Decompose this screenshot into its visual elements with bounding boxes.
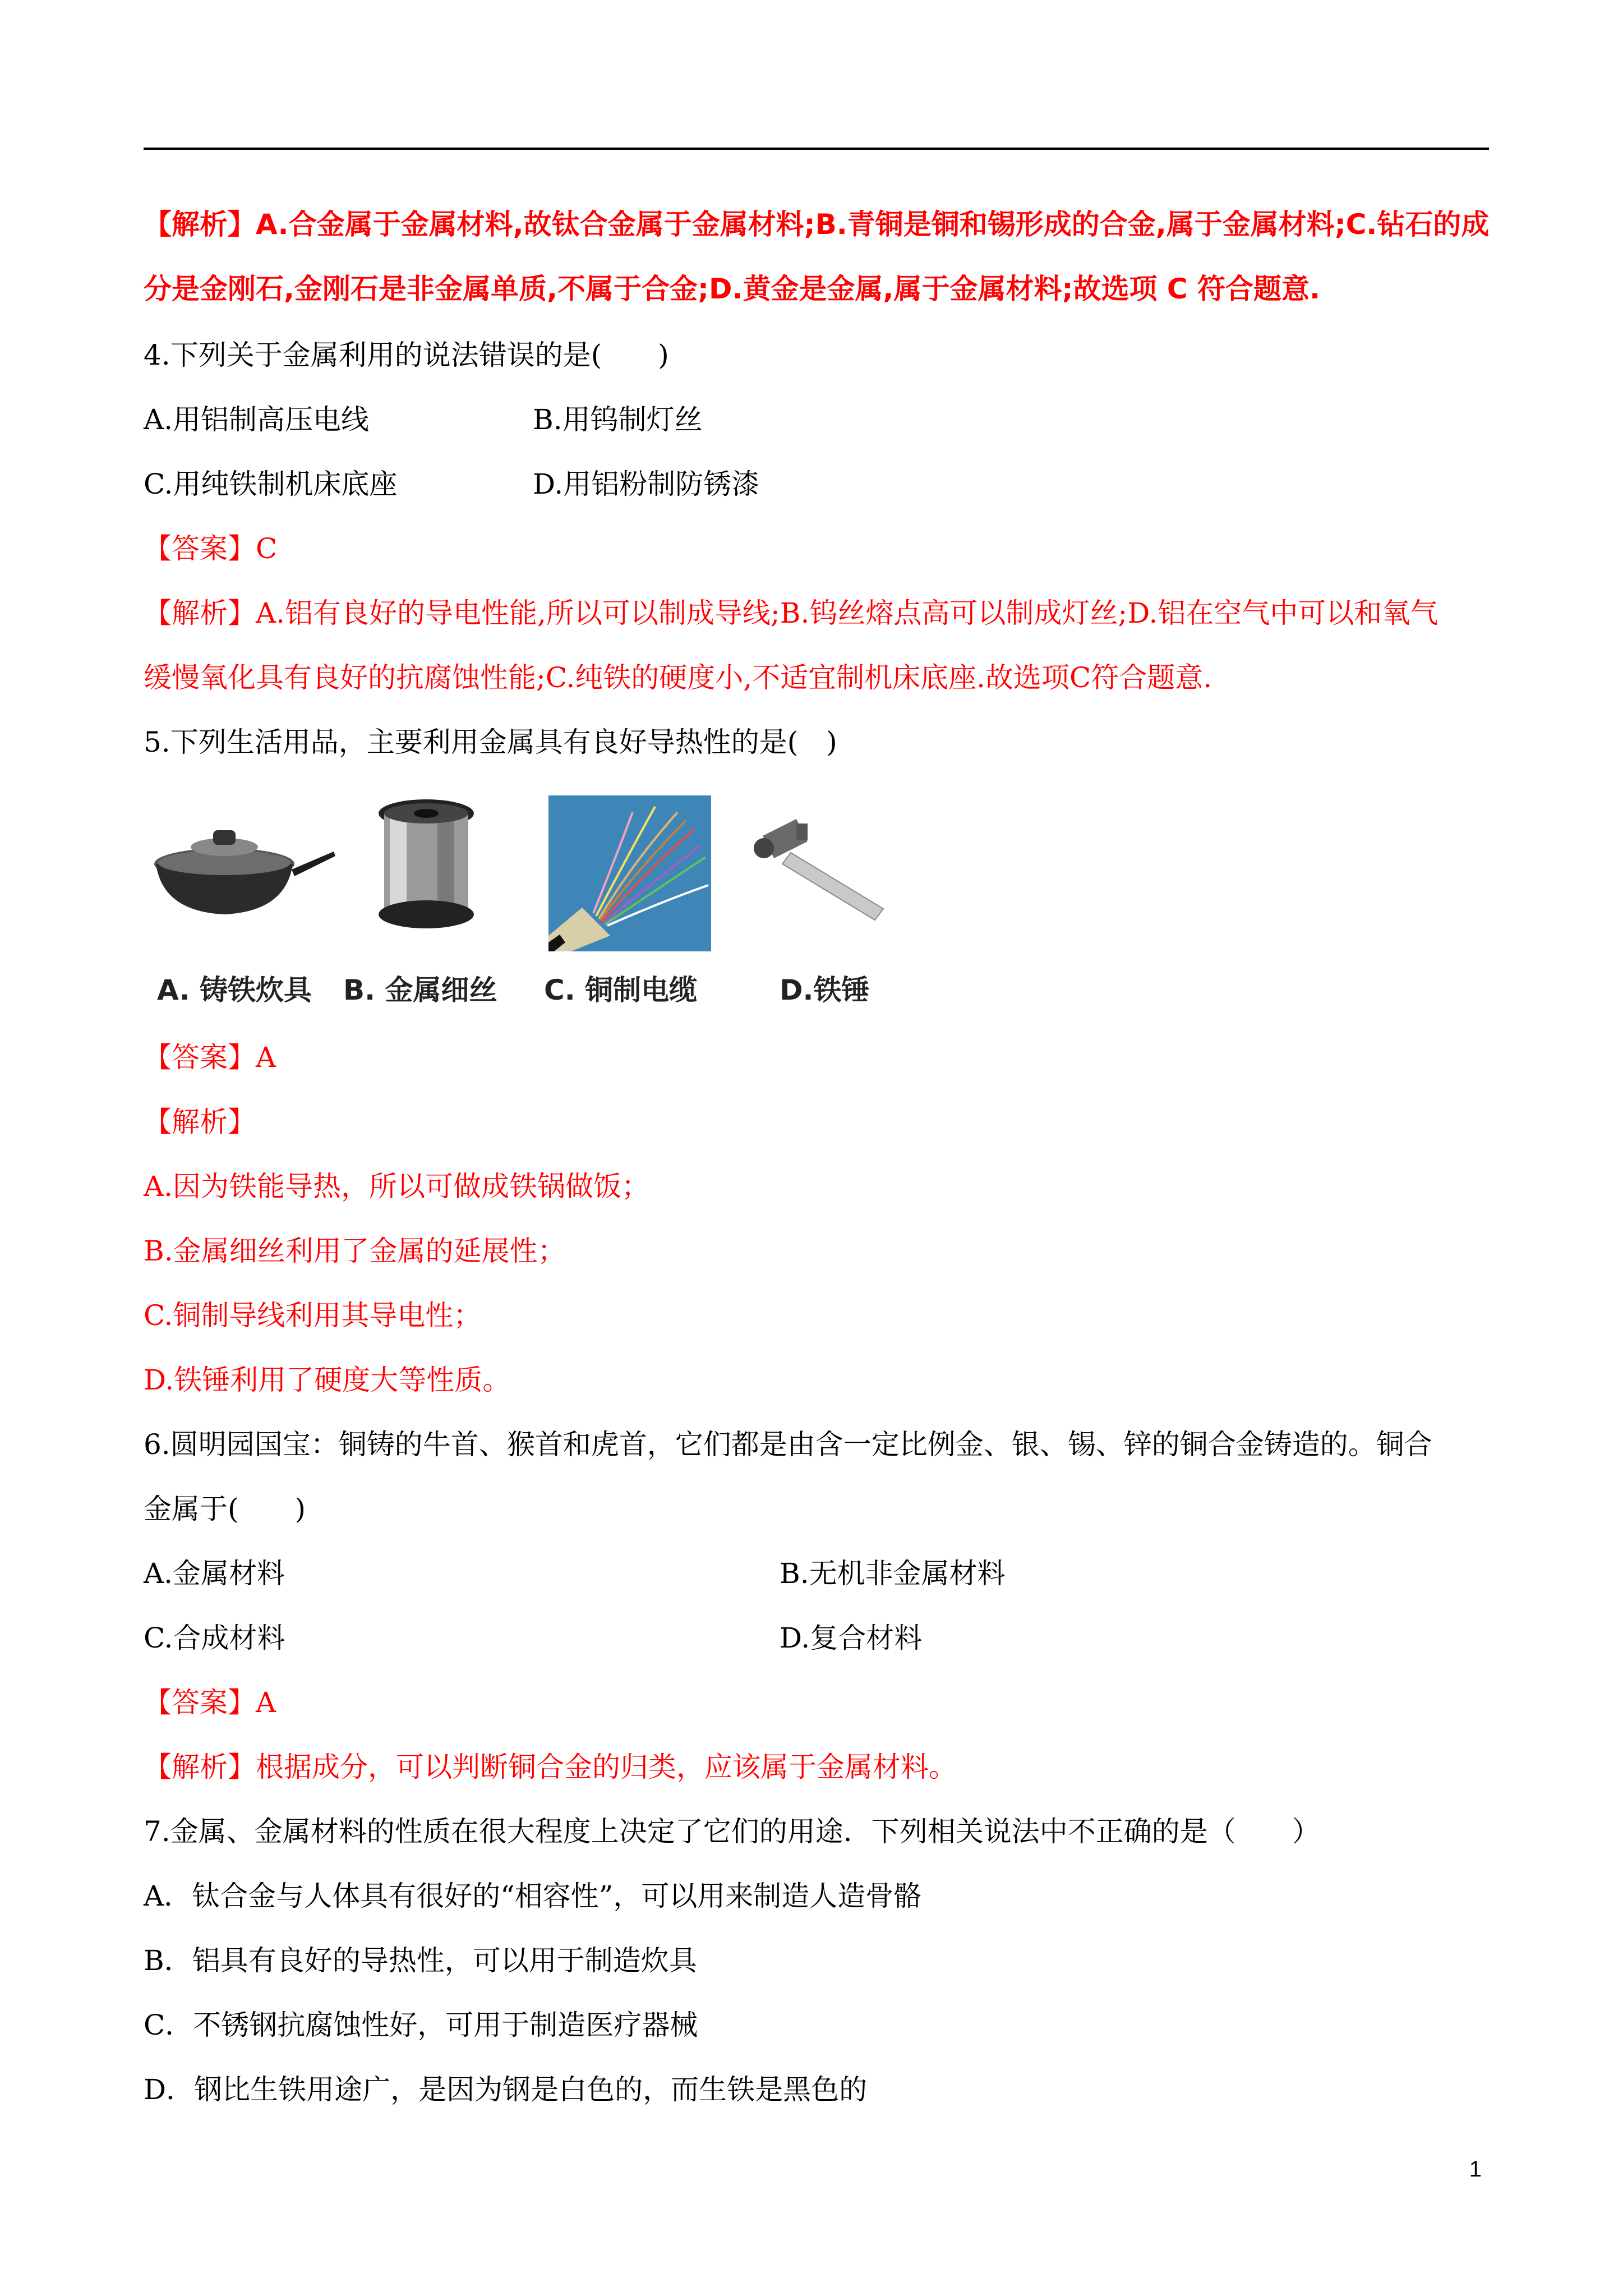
q6-stem-line1: 6.圆明园国宝：铜铸的牛首、猴首和虎首，它们都是由含一定比例金、银、锡、锌的铜合金铸造的。铜合 bbox=[144, 1428, 1432, 1461]
q4-answer-label: 【答案】 bbox=[144, 532, 256, 565]
q5-caption-c: C. 铜制电缆 bbox=[544, 974, 698, 1006]
q5-analysis-line-d: D.铁锤利用了硬度大等性质。 bbox=[144, 1364, 511, 1396]
q6-option-a: A.金属材料 bbox=[144, 1557, 285, 1590]
q3-analysis-label: 【解析】 bbox=[144, 208, 256, 241]
q4-stem: 4.下列关于金属利用的说法错误的是( ) bbox=[144, 339, 669, 371]
q6-option-b: B.无机非金属材料 bbox=[780, 1557, 1006, 1590]
q6-option-d: D.复合材料 bbox=[780, 1622, 923, 1654]
q3-analysis-line1: 【解析】A.合金属于金属材料,故钛合金属于金属材料;B.青铜是铜和锡形成的合金,属于金属材料;C.钻石的成 bbox=[144, 208, 1490, 241]
q6-stem-line2: 金属于( ) bbox=[144, 1493, 306, 1525]
q6-analysis-label: 【解析】 bbox=[144, 1751, 256, 1783]
q5-answer-value: A bbox=[256, 1041, 276, 1074]
q6-answer bbox=[144, 1683, 276, 1722]
header-rule bbox=[144, 148, 1489, 150]
hammer-image bbox=[751, 813, 892, 926]
q7-option-c: C．不锈钢抗腐蚀性好，可用于制造医疗器械 bbox=[144, 2009, 698, 2041]
q4-analysis-label: 【解析】 bbox=[144, 597, 256, 629]
q5-answer bbox=[144, 1038, 276, 1077]
q4-option-c: C.用纯铁制机床底座 bbox=[144, 468, 398, 500]
q5-caption-a: A. 铸铁炊具 bbox=[157, 974, 312, 1006]
q4-analysis-line1: 【解析】A.铝有良好的导电性能,所以可以制成导线;B.钨丝熔点高可以制成灯丝;D.铝在空气中可以和氧气 bbox=[144, 597, 1438, 629]
q7-option-a: A．钛合金与人体具有很好的“相容性”，可以用来制造人造骨骼 bbox=[144, 1880, 922, 1912]
q4-option-a: A.用铝制高压电线 bbox=[144, 403, 370, 436]
q6-option-c: C.合成材料 bbox=[144, 1622, 285, 1654]
q7-option-d: D．钢比生铁用途广，是因为钢是白色的，而生铁是黑色的 bbox=[144, 2073, 868, 2106]
q4-option-d: D.用铝粉制防锈漆 bbox=[533, 468, 760, 500]
q6-analysis: 【解析】根据成分，可以判断铜合金的归类，应该属于金属材料。 bbox=[144, 1751, 957, 1783]
copper-cable-image bbox=[548, 795, 711, 951]
q5-answer-label: 【答案】 bbox=[144, 1041, 256, 1074]
q7-option-b: B．铝具有良好的导热性，可以用于制造炊具 bbox=[144, 1944, 697, 1977]
q5-analysis-line-b: B.金属细丝利用了金属的延展性； bbox=[144, 1235, 566, 1267]
q6-answer-label: 【答案】 bbox=[144, 1686, 256, 1719]
q5-caption-b: B. 金属细丝 bbox=[343, 974, 497, 1006]
q5-analysis-label: 【解析】 bbox=[144, 1106, 256, 1138]
q5-caption-d: D.铁锤 bbox=[780, 974, 870, 1006]
q6-answer-value: A bbox=[256, 1686, 276, 1719]
wire-spool-image bbox=[376, 797, 477, 931]
q7-stem: 7.金属、金属材料的性质在很大程度上决定了它们的用途．下列相关说法中不正确的是（ ） bbox=[144, 1815, 1320, 1848]
q5-stem: 5.下列生活用品，主要利用金属具有良好导热性的是( ) bbox=[144, 726, 837, 758]
q3-analysis-line2: 分是金刚石,金刚石是非金属单质,不属于合金;D.黄金是金属,属于金属材料;故选项 C 符合题意. bbox=[144, 273, 1320, 305]
q5-analysis-line-c: C.铜制导线利用其导电性； bbox=[144, 1299, 482, 1332]
q5-analysis-line-a: A.因为铁能导热，所以可做成铁锅做饭； bbox=[144, 1170, 650, 1203]
q4-option-b: B.用钨制灯丝 bbox=[533, 403, 703, 436]
wok-image bbox=[151, 808, 336, 920]
q4-analysis-line2: 缓慢氧化具有良好的抗腐蚀性能;C.纯铁的硬度小,不适宜制机床底座.故选项C符合题意. bbox=[144, 661, 1212, 694]
q4-answer-value: C bbox=[256, 532, 278, 565]
page-number: 1 bbox=[1469, 2157, 1482, 2182]
q4-answer bbox=[144, 529, 277, 568]
